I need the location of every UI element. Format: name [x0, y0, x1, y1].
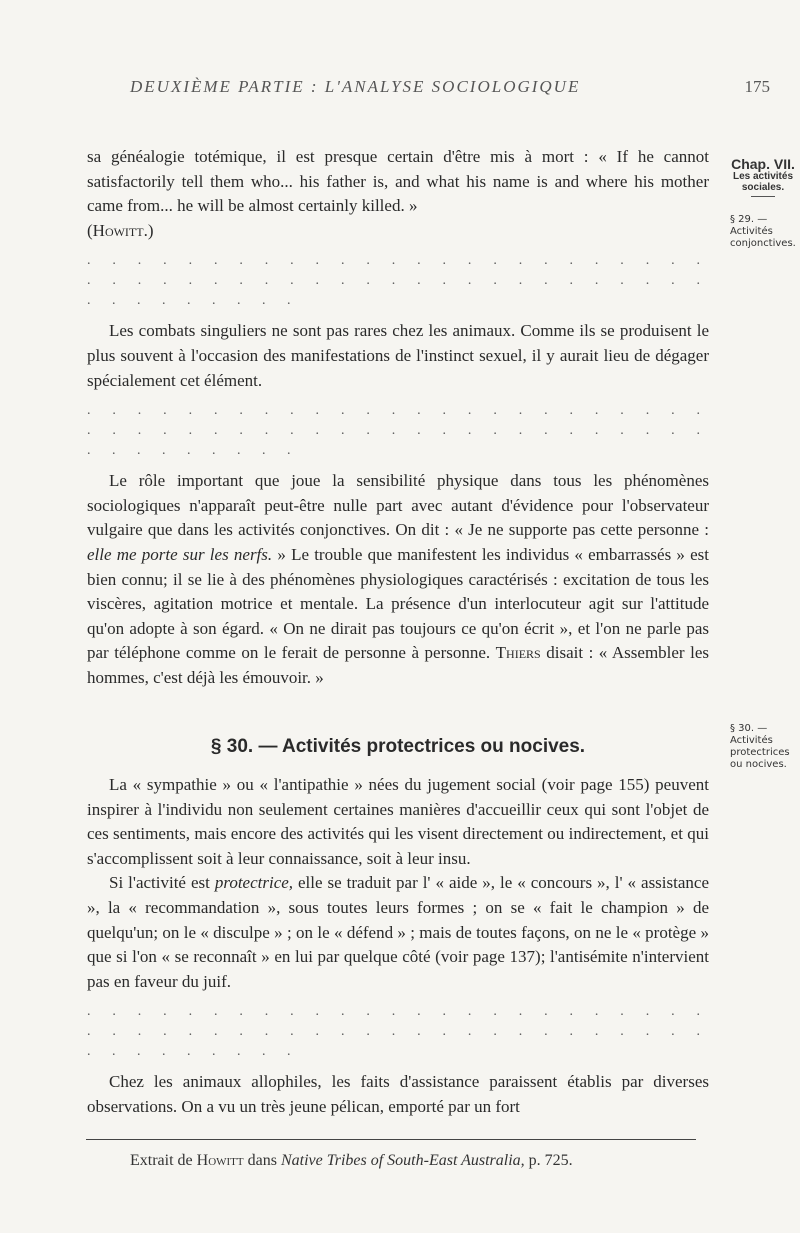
main-text	[87, 145, 709, 1120]
author-name: (Howitt.)	[87, 220, 154, 240]
margin-chapter-sub1: Les activités	[732, 171, 794, 182]
footnote-author: Howitt	[196, 1152, 244, 1169]
paragraph-text: » Le trouble que manifestent les individus « embarrassés » est bien connu; il se lie à des phénomènes physiologiques caractérisés : excitation de tous les viscères, agitation motrice et mentale. La présence d'un interlocuteur agit sur l'attitude qu'on adopte à son égard. « On ne dirait pas toujours ce qu'on écrit », et l'on ne parle pas par téléphone comme on le ferait de personne à personne.	[87, 544, 710, 663]
ellipsis-dots: . . . . . . . . . . . . . . . . . . . . . . . . . . . . . . . . . . . . . . . . . . . . . . . . . . . . . . . . . . .	[87, 403, 709, 459]
footnote-text: dans	[243, 1152, 281, 1169]
footnote	[130, 1152, 730, 1170]
footnote-rule	[86, 1139, 696, 1140]
author-name: Thiers	[495, 643, 541, 663]
paragraph: Chez les animaux allophiles, les faits d'assistance paraissent établis par diverses observations. On a vu un très jeune pélican, emporté par un fort	[87, 1072, 709, 1117]
paragraph: Les combats singuliers ne sont pas rares chez les animaux. Comme ils se produisent le plus souvent à l'occasion des manifestations de l'instinct sexuel, il y aurait lieu de dégager spécialement cet élément.	[87, 321, 709, 390]
footnote-work: Native Tribes of South-East Australia,	[280, 1152, 525, 1169]
margin-chapter-sub2: sociales.	[741, 182, 785, 193]
section-title: § 30. — Activités protectrices ou nocives.	[210, 735, 586, 757]
margin-note-30: § 30. — Activités protectrices ou nocives.	[730, 723, 790, 770]
footnote-text: p. 725.	[524, 1152, 573, 1169]
margin-chapter: Chap. VII.	[731, 156, 795, 172]
paragraph	[87, 469, 709, 690]
paragraph-text: elle se traduit par l' « aide », le « concours », l' « assistance », la « recommandation », sous toutes leurs formes ; on se « fait le champion » de quelqu'un; on le « disculpe » ; on le « défend » ; mais de toutes façons, on ne le « protège » que si l'on « se reconnaît » en lui par quelque côté (voir page 137); l'antisémite n'intervient pas en faveur du juif.	[87, 873, 709, 991]
paragraph: La « sympathie » ou « l'antipathie » nées du jugement social (voir page 155) peuvent inspirer à l'individu non seulement certaines manières d'accueillir ceux qui sont l'objet de ces sentiments, mais encore des activités qui les visent directement ou indirectement, et qui s'accomplissent soit à leur connaissance, soit à leur insu.	[87, 775, 709, 868]
paragraph	[87, 145, 709, 243]
paragraph	[87, 871, 709, 994]
margin-rule	[751, 196, 775, 197]
page-number: 175	[744, 77, 770, 96]
italic-text: protectrice,	[214, 873, 294, 893]
margin-note-29: § 29. — Activités conjonctives.	[730, 214, 796, 249]
ellipsis-dots: . . . . . . . . . . . . . . . . . . . . . . . . . . . . . . . . . . . . . . . . . . . . . . . . . . . . . . . . . . .	[87, 1004, 709, 1060]
paragraph-text: Si l'activité est	[109, 873, 215, 893]
paragraph-text: Le rôle important que joue la sensibilité physique dans tous les phénomènes sociologiques n'apparaît peut-être nulle part avec autant d'évidence pour l'observateur vulgaire que dans les activités conjonctives. On dit : « Je ne supporte pas cette personne :	[87, 471, 709, 540]
ellipsis-dots: . . . . . . . . . . . . . . . . . . . . . . . . . . . . . . . . . . . . . . . . . . . . . . . . . . . . . . . . . . .	[87, 253, 709, 309]
italic-text: elle me porte sur les nerfs.	[87, 544, 273, 564]
paragraph-text: sa généalogie totémique, il est presque certain d'être mis à mort : « If he cannot satisfactorily tell them who... his father is, and what his name is and where his mother came from... he will be almost certainly killed. »	[87, 147, 709, 216]
paragraph-text: disait : « Assembler les hommes, c'est déjà les émouvoir. »	[87, 643, 709, 687]
running-title: DEUXIÈME PARTIE : L'ANALYSE SOCIOLOGIQUE	[130, 77, 581, 96]
footnote-text: Extrait de	[130, 1152, 197, 1169]
margin-note-chapter	[728, 158, 798, 200]
